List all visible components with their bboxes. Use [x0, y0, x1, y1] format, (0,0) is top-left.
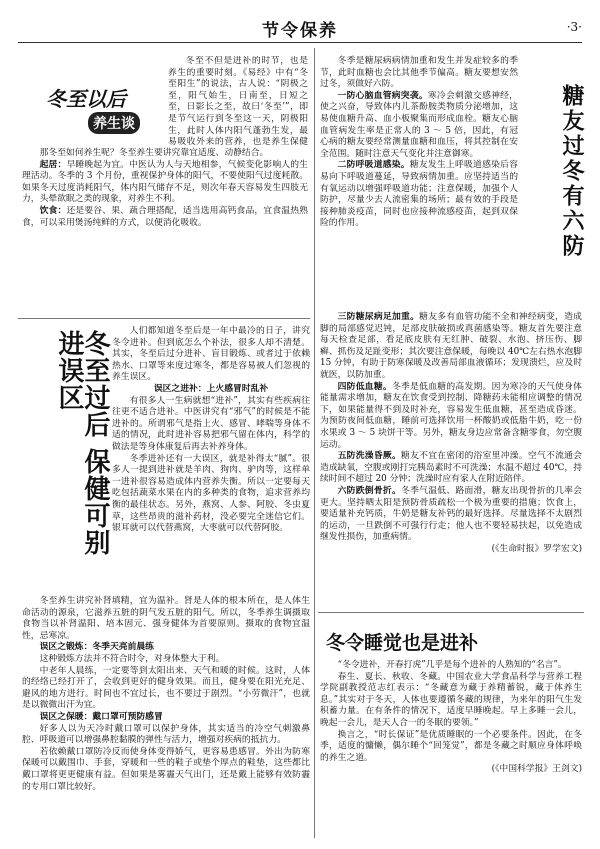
art3-title: 糖友过冬有六防 [559, 84, 584, 259]
art3-col-top [320, 56, 518, 230]
art2-s1-p2: 冬季进补还有一大误区，就是补得太“腻”。很多人一提到进补就是羊肉、狗肉、驴肉等，这样单一进补很容易造成体内营养失衡。所以一定要每天吃包括蔬菜水果在内的多种类的食物，追求营养均衡的最佳状态。另外，燕窝、人参、阿胶、冬虫夏草，这些昂贵的滋补药材，没必要完全迷信它们。银耳就可以代替燕窝，大枣就可以代替阿胶。 [112, 453, 310, 534]
art1-section-2 [22, 206, 308, 229]
art1-section-1 [22, 160, 308, 206]
art3-s2-text: 糖友发生上呼吸道感染后容易向下呼吸道蔓延，导致病情加重。应坚持适当的有氧运动以增强呼吸道功能；注意保暖，加强个人防护，尽量少去人流密集的场所；最有效的手段是接种肺炎疫苗，同时也应接种流感疫苗，起到双保险的作用。 [320, 160, 518, 229]
art4-p3: 换言之，“时长保证”是优质睡眠的一个必要条件。因此，在冬季，适度的慵懒，偶尔睡个“回笼觉”，都是冬藏之时顺应身体呼唤的养生之道。 [320, 729, 582, 763]
art2-sub-1: 误区之进补：上火感冒时乱补 [153, 383, 269, 394]
art3-s2 [320, 160, 518, 230]
art3-s4-text: 冬季是低血糖的高发期。因为寒冷的天气使身体能量需求增加，糖友在饮食受到控制、降糖药未能相应调整的情况下，如果能量得不到及时补充，容易发生低血糖，甚至造成昏迷。为预防夜间低血糖，睡前可选择饮用一杯酸奶或低脂牛奶，吃一份水果或 3 ～ 5 块饼干等。另外，糖友身边应常备含糖零食，勿空腹运动。 [320, 381, 582, 450]
art1-section-1-text: 早睡晚起为宜。中医认为人与天地相参，气候变化影响人的生理活动。冬季的 3 个月份，重视保护身体的阳气，不要使阳气过度耗散。如果冬天过度消耗阳气，体内阳气储存不足，则次年春天容易发生四肢无力，头晕欲眠之类的现象，对养生不利。 [22, 159, 308, 205]
art2-s3-p1: 好多人以为天冷时戴口罩可以保护身体，其实适当的冷空气刺激鼻腔、呼吸道可以增强鼻腔黏膜的弹性与活力，增强对疾病的抵抗力。 [22, 723, 310, 746]
art3-s6 [320, 486, 582, 544]
art2-sub-3: 误区之保暖：戴口罩可预防感冒 [39, 711, 163, 722]
art3-s2-sub: 二防呼吸道感染。 [337, 160, 410, 171]
art2-s2-p2: 中老年人晨练，一定要等到太阳出来、天气和暖的时候。这时，人体的经络已经打开了，会收到更好的健身效果。而且，健身要在阳光充足、避风的地方进行。时间也不宜过长，也不要过于剧烈。“小劳微汗”，也就是以微微出汗为宜。 [22, 665, 310, 711]
art4-signature: (《中国科学报》王剑文) [491, 764, 582, 775]
divider [318, 612, 584, 613]
art2-s1-p3: 冬至养生讲究补肾填精，宜为温补。肾是人体的根本所在，是人体生命活动的源泉，它滋养五脏的阴气发五脏的阳气。所以，冬季养生调摄取食物当以补肾温阳、培本固元、强身健体为首要原则。摄取的食物宜温性，忌寒凉。 [22, 596, 310, 641]
art1-section-1-lead: 起居： [39, 159, 67, 170]
art4-p1: “冬令进补，开春打虎”几乎是每个进补的人熟知的“名言”。 [337, 660, 567, 670]
page-number: ·3· [566, 20, 582, 34]
art2-intro: 人们都知道冬至后是一年中最冷的日子，讲究冬令进补。但到底怎么个补法，很多人却不清楚。其实，冬至后过分进补、盲目锻炼、或者过于依赖热水、口罩等来度过寒冬，都是容易被人们忽视的养生误区。 [112, 326, 310, 383]
art2-s1-p1: 有很多人一生病就想“进补”，其实有些疾病往往更不适合进补。中医讲究有“邪气”的时候是不能进补的。所谓邪气是指上火、感冒、哮喘等身体不适的情况，此时进补容易把邪气留在体内，科学的做法是等身体康复后再去补养身体。 [112, 395, 310, 452]
art3-s4-sub: 四防低血糖。 [337, 381, 392, 392]
art1-intro-2: 那冬至如何养生呢？冬至养生要讲究靠宜适度、动静结合。 [39, 148, 269, 158]
art4-p2: 春生、夏长、秋收、冬藏。中国农业大学食品科学与营养工程学院副教授范志红表示：“冬藏意为藏于养精蓄锐，藏于体养生息。”其实对于冬天，人体也要遵循冬藏的规律，为来年的阳气生发积蓄力量。在有条件的情况下，适度早睡晚起。早上多睡一会儿，晚起一会儿，是天人合一的冬眠的要领。” [320, 671, 582, 728]
art1-intro-1: 冬至不但是进补的时节，也是养生的重要时刻。《易经》中有“冬至阳生”的说法，古人说：“阴极之至，阳气始生，日南至，日短之至，日影长之至，故曰‘冬至’”，即是节气运行到冬至这一天，阴极阳生，此时人体内阳气蓬勃生发，最易吸收外来的营养，也是养生保健 [168, 56, 308, 147]
art3-s3-sub: 三防糖尿病足加重。 [337, 312, 420, 322]
art4-title: 冬令睡觉也是进补 [326, 632, 479, 654]
section-title: 节令保养 [262, 20, 338, 41]
art3-s5 [320, 451, 582, 486]
art1-col-right [168, 56, 308, 147]
art2-sub-2: 误区之锻炼：冬季天亮前晨练 [39, 642, 154, 653]
art2-title: 冬至过后 保健可别进误区 [54, 330, 110, 557]
art2-col-bottom [22, 596, 310, 793]
column-divider [314, 48, 315, 838]
art1-body [22, 148, 308, 229]
art3-s6-text: 冬季气温低、路面滑，糖友出现骨折的几率会更大。坚持晒太阳是预防骨质疏松一个极为重要的措施；饮食上，要适量补充钙质，牛奶是糖友补钙的最好选择。尽量选择不太剧烈的运动，一旦跌倒不可强行行走；他人也不要轻易扶起，以免造成继发性损伤，加重病情。 [320, 485, 582, 543]
art3-s1-text: 寒冷会刺激交感神经，使之兴奋，导致体内儿茶酚胺类物质分泌增加，这易使血糖升高、血小板聚集而形成血栓。糖友心脑血管病发生率是正常人的 3 ～ 5 倍，因此，有冠心病的糖友要经常测量血糖和血压，将其控制在安全范围。随时注意天气变化并注意御寒。 [320, 90, 518, 159]
art3-s3-text: 糖友多有血管功能不全和神经病变，造成脚的局部感觉迟钝，足部皮肤破损或真菌感染等。糖友首先要注意每天检查足部，看足底皮肤有无红肿、破裂、水泡、挤压伤、脚癣、抓伤及足趾变形；其次要注意保暖，每晚以 40℃左右热水泡脚 15 分钟，有助于防寒保暖及改善局部血液循环；发现溃烂，应及时就医，以防加重。 [320, 312, 582, 380]
art3-s3 [320, 312, 582, 382]
art3-intro: 冬季是糖尿病病情加重和发生并发症较多的季节，此时血糖也会比其他季节偏高。糖友要想安然过冬，须做好六防。 [320, 56, 518, 90]
art2-s3-p2: 若依赖戴口罩防冷反而使身体变得娇气，更容易患感冒。外出为防寒保暖可以戴围巾、手套，穿暖和一些的鞋子或垫个厚点的鞋垫，这些都比戴口罩将更更健康有益。但如果是雾霾天气出门，还是戴上能够有效防霾的专用口罩比较好。 [22, 746, 310, 792]
art3-s1 [320, 91, 518, 161]
art2-col-top [112, 326, 310, 535]
art3-s5-sub: 五防洗澡昏厥。 [337, 451, 402, 462]
art3-s4 [320, 382, 582, 452]
art1-title-badge: 养生谈 [88, 112, 140, 134]
art4-body [320, 660, 582, 776]
art1-title-line2 [88, 112, 140, 134]
art3-s1-sub: 一防心脑血管病突袭。 [337, 90, 428, 101]
art3-s6-sub: 六防跌倒骨折。 [337, 485, 402, 496]
art3-col-bottom [320, 312, 582, 555]
art3-s5-text: 糖友不宜在密闭的浴室里冲澡。空气不流通会造成缺氧，空腹或刚打完胰岛素时不可洗澡；水温不超过 40℃，持续时间不超过 20 分钟；洗澡时应有家人在附近陪伴。 [320, 451, 582, 485]
art1-section-2-lead: 饮食： [39, 205, 67, 216]
art3-signature: (《生命时报》罗学宏文) [491, 543, 582, 554]
page-header [18, 14, 582, 43]
divider [18, 318, 310, 319]
art2-s2-p1: 这种锻炼方法并不符合时令，对身体整大于利。 [39, 653, 225, 664]
art1-title-line1: 冬至以后 [46, 87, 126, 111]
art1-section-2-text: 还是要谷、果、蔬合理搭配，适当选用高钙食品，宜食温热熟食，可以采用煲汤纯鲜的方式，以便消化吸收。 [22, 205, 308, 228]
